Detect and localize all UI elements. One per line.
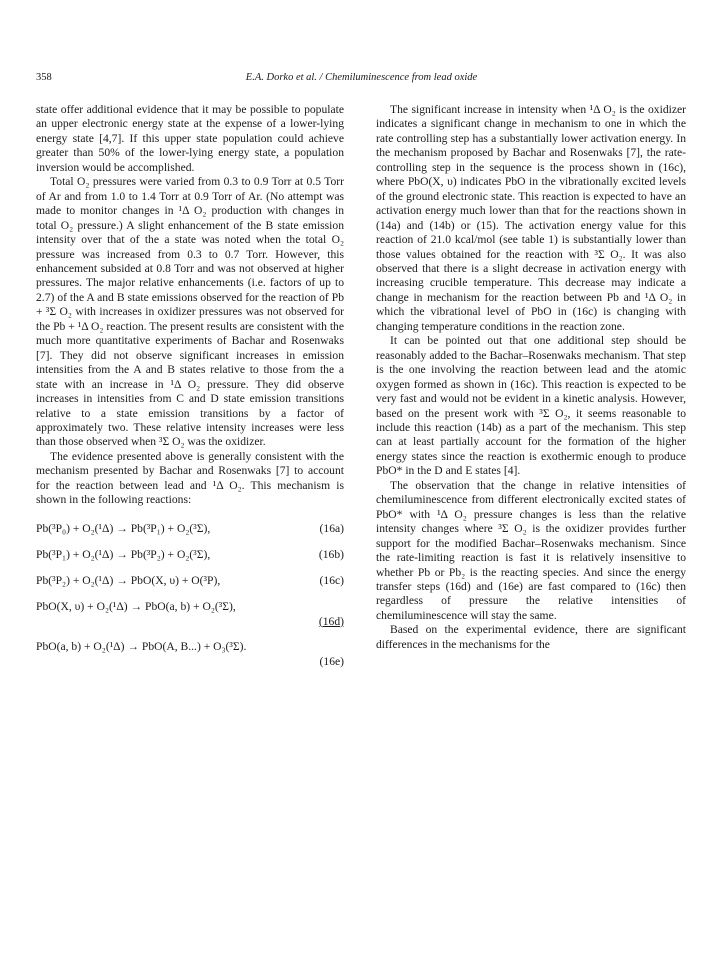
paragraph: state offer additional evidence that it may be possible to populate an upper electronic energy state at the expense of a lower-lying energy state [4,7]. If this upper state population could achieve greater than 50% of the lower-lying energy state, a population inversion would be accomplished. xyxy=(36,103,344,174)
reaction-16c xyxy=(36,570,344,596)
reaction-equation: PbO(a, b) + O₂(¹Δ) → PbO(A, B...) + O₃(³Σ). xyxy=(36,639,247,653)
paragraph: The observation that the change in relative intensities of chemiluminescence from different electronically excited states of PbO* with ¹Δ O₂ pressure changes is less than the relative intensity changes where ³Σ O₂ is the oxidizer provides further support for the modified Bachar–Rosenwaks mechanism. Since the rate-limiting reaction is fast it is relatively insensitive to whether Pb or Pb₂ is the reacting species. And since the energy transfer steps (16d) and (16e) are fast compared to (16c) then regardless of pressure the relative intensities of chemiluminescence will stay the same. xyxy=(376,478,686,622)
running-head: E.A. Dorko et al. / Chemiluminescence from lead oxide xyxy=(245,72,478,83)
right-column xyxy=(376,103,686,652)
reaction-equation: Pb(³P₀) + O₂(¹Δ) → Pb(³P₁) + O₂(³Σ), xyxy=(36,521,211,535)
reaction-16a xyxy=(36,518,344,544)
equation-number: (16a) xyxy=(319,521,344,535)
reaction-16b xyxy=(36,544,344,570)
reaction-16d xyxy=(36,596,344,636)
reaction-list xyxy=(36,518,344,676)
reaction-equation: PbO(X, υ) + O₂(¹Δ) → PbO(a, b) + O₂(³Σ), xyxy=(36,599,236,613)
reaction-equation: Pb(³P₂) + O₂(¹Δ) → PbO(X, υ) + O(³P), xyxy=(36,573,221,587)
left-column xyxy=(36,103,344,680)
paragraph: Total O₂ pressures were varied from 0.3 to 0.9 Torr at 0.5 Torr of Ar and from 1.0 to 1.4 Torr at 0.9 Torr of Ar. (No attempt was made to monitor changes in ¹Δ O₂ production with changes in total O₂ pressure.) A slight enhancement of the B state emission intensity over that of the a state was noted when the total O₂ pressure was increased from 0.3 to 0.7 Torr. However, this enhancement subsided at 0.8 Torr and was not observed at higher pressures. The major relative enhancements (i.e. factors of up to 2.7) of the A and B state emissions observed for the reaction of Pb + ³Σ O₂ with increases in oxidizer pressures was not observed for the Pb + ¹Δ O₂ reaction. The present results are consistent with the much more quantitative experiments of Bachar and Rosenwaks [7]. They did not observe significant increases in emission intensities from the A and B states relative to those from the a state with an increase in ¹Δ O₂ pressure. They did observe increases in intensities from C and D state emission transitions relative to a state emission transitions by a factor of approximately two. These relative intensity increases were less than those observed when ³Σ O₂ was the oxidizer. xyxy=(36,175,344,449)
page-number: 358 xyxy=(36,72,52,83)
equation-number: (16b) xyxy=(318,547,344,561)
page-header xyxy=(36,72,687,88)
paragraph: It can be pointed out that one additional step should be reasonably added to the Bachar–Rosenwaks mechanism. That step is the one involving the reaction between lead and the atomic oxygen formed as shown in (16c). This reaction is expected to be very fast and would not be evident in a kinetic analysis. However, based on the present work with ³Σ O₂, it seems reasonable to include this reaction (14b) as a part of the mechanism. This step can at least partially account for the formation of the higher energy states since the reaction is exothermic enough to produce PbO* in the D and E states [4]. xyxy=(376,334,686,478)
equation-number: (16c) xyxy=(319,573,344,587)
paragraph: Based on the experimental evidence, there are significant differences in the mechanisms for the xyxy=(376,623,686,651)
reaction-equation: Pb(³P₁) + O₂(¹Δ) → Pb(³P₂) + O₂(³Σ), xyxy=(36,547,211,561)
equation-number: (16e) xyxy=(319,654,344,668)
paragraph: The significant increase in intensity when ¹Δ O₂ is the oxidizer indicates a significant change in mechanism to one in which the rate controlling step has a substantially lower activation energy. In the mechanism proposed by Bachar and Rosenwaks [7], the rate-controlling step in the sequence is the process shown in (16c), where PbO(X, υ) indicates PbO in the vibrationally excited levels of the ground electronic state. This reaction is expected to have an activation energy much lower than that for the reactions shown in (14a) and (14b) or (15). The activation energy value for this reaction of 21.0 kcal/mol (see table 1) is substantially lower than those values obtained for the reaction with ³Σ O₂. It was also observed that there is a slight decrease in activation energy with increasing crucible temperature. This decrease may indicate a change in mechanism for the reaction between Pb and ¹Δ O₂ in which the vibrational level of PbO in (16c) is changing with changing temperature conditions in the reaction zone. xyxy=(376,103,686,333)
reaction-16e xyxy=(36,636,344,676)
equation-number: (16d) xyxy=(318,614,344,628)
paragraph: The evidence presented above is generally consistent with the mechanism presented by Bachar and Rosenwaks [7] to account for the reaction between lead and ¹Δ O₂. This mechanism is shown in the following reactions: xyxy=(36,449,344,507)
